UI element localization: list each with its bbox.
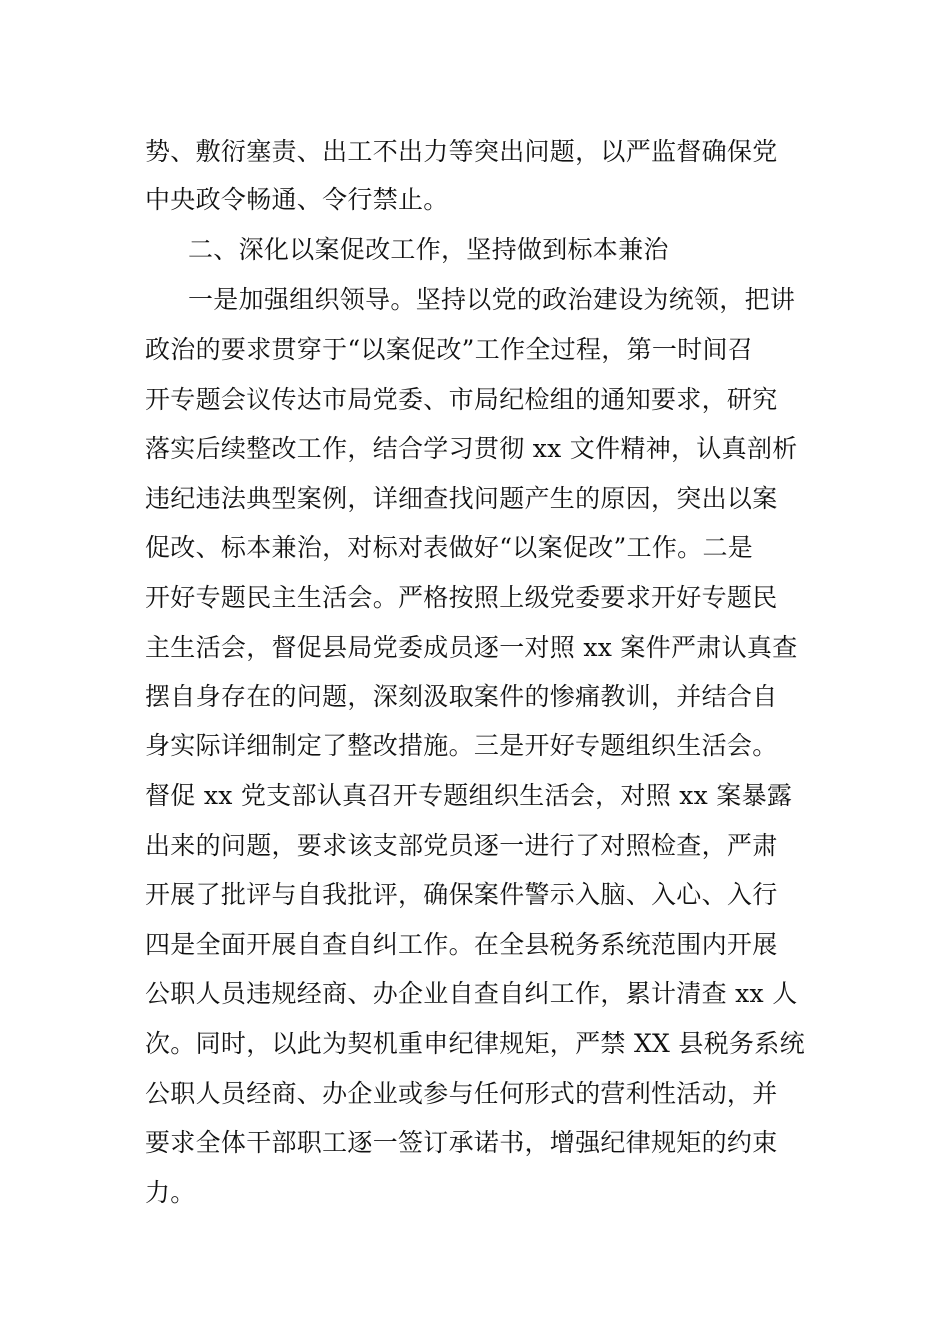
text-line: 四是全面开展自查自纠工作。在全县税务系统范围内开展 [145,930,778,959]
section-heading: 二、深化以案促改工作，坚持做到标本兼治 [188,235,669,264]
text-line: 开专题会议传达市局党委、市局纪检组的通知要求，研究 [145,385,778,414]
text-line: 中央政令畅通、令行禁止。 [145,185,449,214]
text-line: 摆自身存在的问题，深刻汲取案件的惨痛教训，并结合自 [145,682,778,711]
text-line: 开好专题民主生活会。严格按照上级党委要求开好专题民 [145,583,778,612]
text-line: 促改、标本兼治，对标对表做好“以案促改”工作。二是 [145,533,754,562]
text-line: 公职人员违规经商、办企业自查自纠工作，累计清查 xx 人 [145,979,798,1008]
text-line: 一是加强组织领导。坚持以党的政治建设为统领，把讲 [188,285,796,314]
text-line: 力。 [145,1178,196,1207]
text-line: 出来的问题，要求该支部党员逐一进行了对照检查，严肃 [145,831,778,860]
text-line: 次。同时，以此为契机重申纪律规矩，严禁 XX 县税务系统 [145,1029,805,1058]
text-line: 落实后续整改工作，结合学习贯彻 xx 文件精神，认真剖析 [145,434,798,463]
text-line: 要求全体干部职工逐一签订承诺书，增强纪律规矩的约束 [145,1128,778,1157]
text-line: 公职人员经商、办企业或参与任何形式的营利性活动，并 [145,1079,778,1108]
text-line: 主生活会，督促县局党委成员逐一对照 xx 案件严肃认真查 [145,633,798,662]
text-line: 势、敷衍塞责、出工不出力等突出问题，以严监督确保党 [145,137,778,166]
text-line: 身实际详细制定了整改措施。三是开好专题组织生活会。 [145,731,778,760]
text-line: 违纪违法典型案例，详细查找问题产生的原因，突出以案 [145,484,778,513]
text-line: 督促 xx 党支部认真召开专题组织生活会，对照 xx 案暴露 [145,781,793,810]
text-line: 开展了批评与自我批评，确保案件警示入脑、入心、入行 [145,880,778,909]
text-line: 政治的要求贯穿于“以案促改”工作全过程，第一时间召 [145,335,754,364]
